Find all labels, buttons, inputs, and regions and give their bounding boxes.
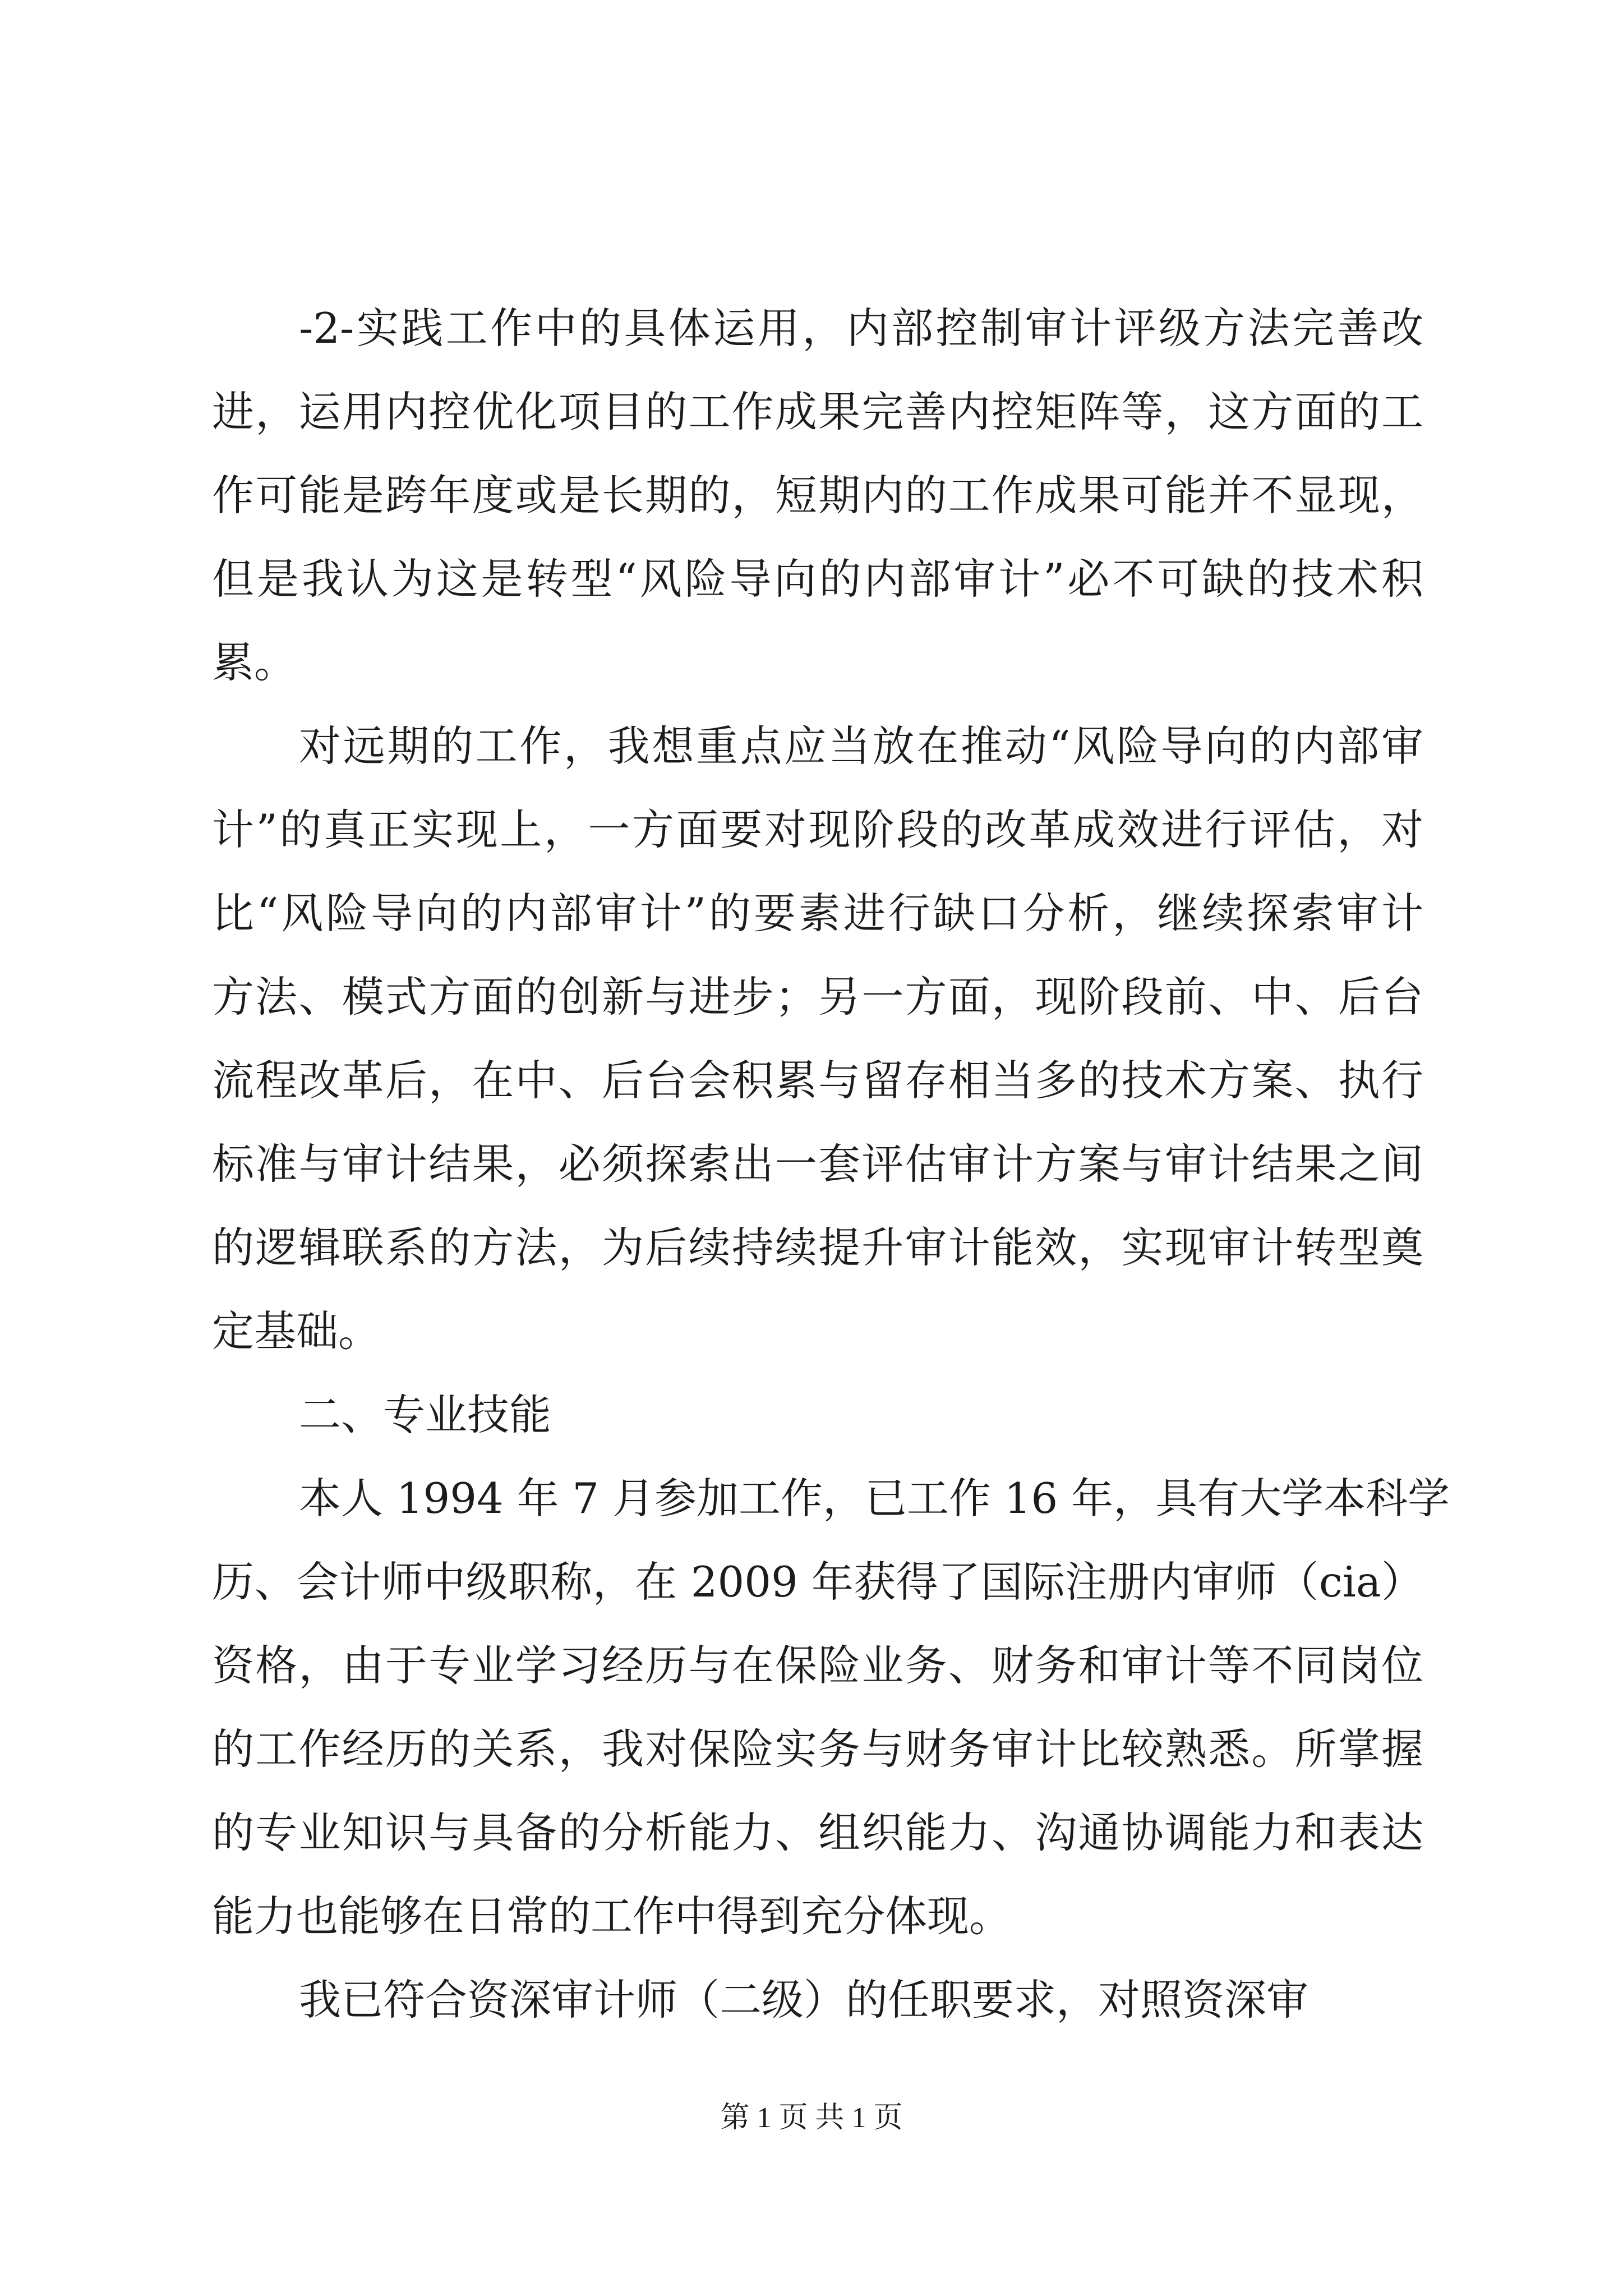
text-line-16: 历、会计师中级职称，在 2009 年获得了国际注册内审师（cia） <box>212 1557 1423 1607</box>
text-line-19: 的专业知识与具备的分析能力、组织能力、沟通协调能力和表达 <box>212 1808 1423 1857</box>
text-line-11: 标准与审计结果，必须探索出一套评估审计方案与审计结果之间 <box>212 1139 1423 1189</box>
text-line-18: 的工作经历的关系，我对保险实务与财务审计比较熟悉。所掌握 <box>212 1724 1423 1774</box>
text-line-4: 但是我认为这是转型“风险导向的内部审计”必不可缺的技术积 <box>212 554 1423 604</box>
text-line-1: -2-实践工作中的具体运用，内部控制审计评级方法完善改 <box>299 303 1423 353</box>
text-line-15: 本人 1994 年 7 月参加工作，已工作 16 年，具有大学本科学 <box>299 1474 1450 1523</box>
section-heading: 二、专业技能 <box>299 1390 552 1439</box>
text-line-12: 的逻辑联系的方法，为后续持续提升审计能效，实现审计转型奠 <box>212 1223 1423 1272</box>
text-line-17: 资格，由于专业学习经历与在保险业务、财务和审计等不同岗位 <box>212 1641 1423 1690</box>
text-line-6: 对远期的工作，我想重点应当放在推动“风险导向的内部审 <box>299 721 1423 771</box>
text-line-9: 方法、模式方面的创新与进步；另一方面，现阶段前、中、后台 <box>212 972 1423 1022</box>
text-line-7: 计”的真正实现上，一方面要对现阶段的改革成效进行评估，对 <box>212 805 1423 854</box>
text-line-10: 流程改革后，在中、后台会积累与留存相当多的技术方案、执行 <box>212 1056 1423 1105</box>
text-line-21: 我已符合资深审计师（二级）的任职要求，对照资深审 <box>299 1975 1309 2024</box>
text-line-3: 作可能是跨年度或是长期的，短期内的工作成果可能并不显现， <box>212 471 1423 520</box>
text-line-2: 进，运用内控优化项目的工作成果完善内控矩阵等，这方面的工 <box>212 387 1423 436</box>
text-line-5: 累。 <box>212 638 297 687</box>
text-line-20: 能力也能够在日常的工作中得到充分体现。 <box>212 1892 1012 1941</box>
text-line-13: 定基础。 <box>212 1306 381 1356</box>
page-footer: 第 1 页 共 1 页 <box>720 2102 903 2134</box>
text-line-8: 比“风险导向的内部审计”的要素进行缺口分析，继续探索审计 <box>212 889 1423 938</box>
